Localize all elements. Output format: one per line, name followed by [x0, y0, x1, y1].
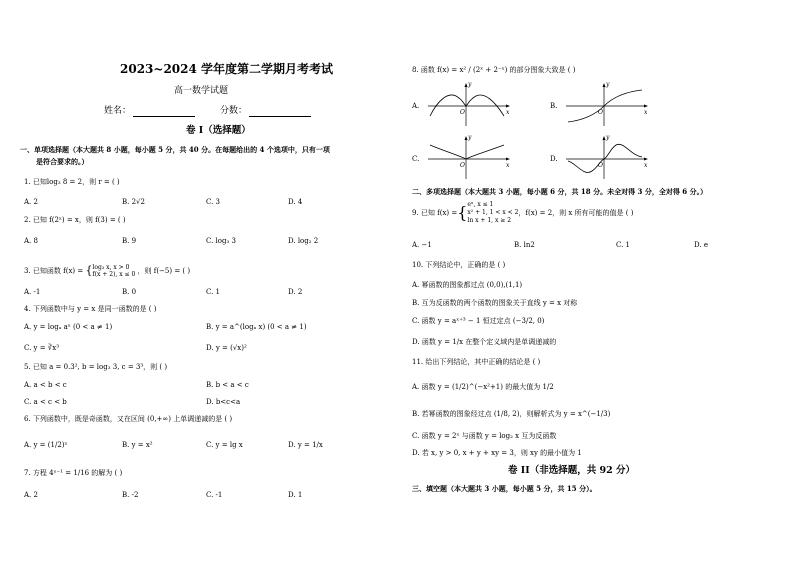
q3-option-b: B. 0	[122, 288, 137, 296]
q3-option-d: D. 2	[288, 288, 303, 296]
q2-option-b: B. 9	[122, 237, 137, 245]
score-label: 分数：	[220, 106, 248, 116]
q11-option-b: B. 若幂函数的图象经过点 (1/8, 2)，则解析式为 y = x^(−1/3)	[412, 410, 611, 418]
q10-option-d: D. 函数 y = 1/x 在整个定义域内是单调递减的	[412, 338, 557, 346]
q8-graph-a-origin: O	[460, 109, 465, 116]
q4-option-b: B. y = a^(logₐ x) (0 < a ≠ 1)	[206, 323, 307, 331]
q7-option-c: C. -1	[206, 491, 223, 499]
q9-option-c: C. 1	[616, 241, 631, 249]
question-6: 6. 下列函数中，既是奇函数，又在区间 (0,+∞) 上单调递减的是 ( )	[24, 415, 233, 423]
q9-case-2: x² + 1, 1 < x < 2	[467, 209, 519, 216]
question-7: 7. 方程 4ˣ⁻¹ = 1/16 的解为 ( )	[24, 469, 123, 477]
q10-option-c: C. 函数 y = aˣ⁺³ − 1 恒过定点 (−3/2, 0)	[412, 317, 545, 325]
score-blank	[249, 108, 311, 117]
section2-heading: 二、多项选择题（本大题共 3 小题，每小题 6 分，共 18 分。未全对得 3 分，全对得 6 分。）	[412, 187, 708, 196]
question-10: 10. 下列结论中，正确的是 ( )	[412, 261, 506, 269]
name-field	[104, 106, 195, 117]
part2-heading: 卷 II（非选择题，共 92 分）	[508, 465, 636, 476]
name-label: 姓名：	[104, 106, 132, 116]
q7-option-d: D. 1	[288, 491, 303, 499]
q4-option-d: D. y = (√x)²	[206, 344, 247, 352]
q8-graph-c-y-label: y	[468, 134, 472, 141]
q9-suffix: ，f(x) = 2，则 x 所有可能的值是 ( )	[518, 208, 634, 217]
q8-graph-a-y-label: y	[468, 81, 472, 88]
q5-option-a: A. a < b < c	[24, 381, 67, 389]
question-9	[412, 201, 633, 225]
q3-case-1: log₃ x, x > 0	[92, 264, 130, 271]
score-field	[220, 106, 311, 117]
section3-heading: 三、填空题（本大题共 3 小题，每小题 5 分，共 15 分）。	[412, 484, 597, 493]
section1-line1: 一、单项选择题（本大题共 8 小题，每小题 5 分，共 40 分。在每题给出的 4 个选项中，只有一项	[20, 145, 330, 154]
question-11: 11. 给出下列结论，其中正确的结论是 ( )	[412, 358, 541, 366]
question-4: 4. 下列函数中与 y = x 是同一函数的是 ( )	[24, 305, 157, 313]
q7-option-b: B. -2	[122, 491, 139, 499]
q8-graph-c-origin: O	[460, 162, 465, 169]
section1-line2: 是符合要求的。）	[36, 157, 89, 166]
q11-option-a: A. 函数 y = (1/2)^(−x²+1) 的最大值为 1/2	[412, 383, 554, 391]
left-column	[10, 0, 395, 561]
q3-suffix: ，则 f(−5) = ( )	[137, 267, 191, 275]
q5-option-c: C. a < c < b	[24, 398, 67, 406]
right-column	[402, 0, 787, 561]
q9-option-d: D. e	[694, 241, 708, 249]
q1-option-a: A. 2	[24, 198, 38, 206]
q8-graph-d-x-label: x	[644, 162, 648, 169]
q2-option-c: C. log₃ 3	[206, 237, 236, 245]
q3-prefix: 3. 已知函数 f(x) =	[24, 267, 84, 275]
q6-option-d: D. y = 1/x	[288, 441, 323, 449]
q10-option-b: B. 互为反函数的两个函数的图象关于直线 y = x 对称	[412, 299, 578, 307]
q5-option-b: B. b < a < c	[206, 381, 249, 389]
q8-option-d-label: D.	[550, 155, 558, 163]
q8-graph-d-y-label: y	[606, 134, 610, 141]
q6-option-c: C. y = lg x	[206, 441, 243, 449]
q9-option-b: B. ln2	[514, 241, 535, 249]
q7-option-a: A. 2	[24, 491, 38, 499]
q8-option-a-label: A.	[412, 102, 420, 110]
q5-option-d: D. b<c<a	[206, 398, 241, 406]
q4-option-c: C. y = ∛x³	[24, 344, 60, 352]
q9-prefix: 9. 已知 f(x) =	[412, 208, 458, 217]
q6-option-b: B. y = x²	[122, 441, 153, 449]
question-1: 1. 已知log₃ 8 = 2，则 r = ( )	[24, 178, 120, 186]
q3-case-2: f(x + 2), x ≤ 0	[92, 271, 136, 278]
q8-graph-a-x-label: x	[506, 109, 510, 116]
q8-option-c-label: C.	[412, 155, 420, 163]
q9-brace: {	[457, 203, 468, 222]
q3-cases	[92, 264, 135, 278]
exam-subtitle: 高一数学试题	[174, 86, 229, 96]
q6-option-a: A. y = (1/2)ˣ	[24, 441, 68, 449]
q8-graph-d-origin: O	[598, 162, 603, 169]
q1-option-c: C. 3	[206, 198, 221, 206]
q9-case-1: eˣ, x ≤ 1	[467, 201, 494, 208]
q8-graph-b-y-label: y	[606, 81, 610, 88]
q8-graph-b-origin: O	[598, 109, 603, 116]
q8-graph-b-x-label: x	[644, 109, 648, 116]
q9-cases	[467, 201, 518, 225]
q11-option-c: C. 函数 y = 2ˣ 与函数 y = log₂ x 互为反函数	[412, 432, 557, 440]
q3-option-a: A. -1	[24, 288, 41, 296]
q4-option-a: A. y = logₐ aˣ (0 < a ≠ 1)	[24, 323, 113, 331]
name-blank	[133, 108, 195, 117]
q8-option-b-label: B.	[550, 102, 558, 110]
question-5: 5. 已知 a = 0.3², b = log₃ 3, c = 3³，则 ( )	[24, 363, 168, 371]
q2-option-d: D. log₂ 2	[288, 237, 319, 245]
q1-option-b: B. 2√2	[122, 198, 145, 206]
part1-heading: 卷 I（选择题）	[186, 125, 251, 136]
q8-graph-c-x-label: x	[506, 162, 510, 169]
q11-option-d: D. 若 x, y > 0, x + y + xy = 3，则 xy 的最小值为 1	[412, 449, 582, 457]
question-8: 8. 函数 f(x) = x² / (2ˣ + 2⁻ˣ) 的部分图象大致是 ( )	[412, 66, 576, 74]
question-3	[24, 263, 190, 279]
q9-case-3: ln x + 1, x ≥ 2	[467, 217, 512, 224]
q1-option-d: D. 4	[288, 198, 303, 206]
exam-title: 2023~2024 学年度第二学期月考考试	[120, 62, 334, 76]
question-2: 2. 已知 f(2ˣ) = x，则 f(3) = ( )	[24, 216, 126, 224]
q3-option-c: C. 1	[206, 288, 221, 296]
q2-option-a: A. 8	[24, 237, 38, 245]
q3-brace: {	[85, 264, 93, 277]
q10-option-a: A. 幂函数的图象都过点 (0,0),(1,1)	[412, 281, 523, 289]
q9-option-a: A. −1	[412, 241, 432, 249]
